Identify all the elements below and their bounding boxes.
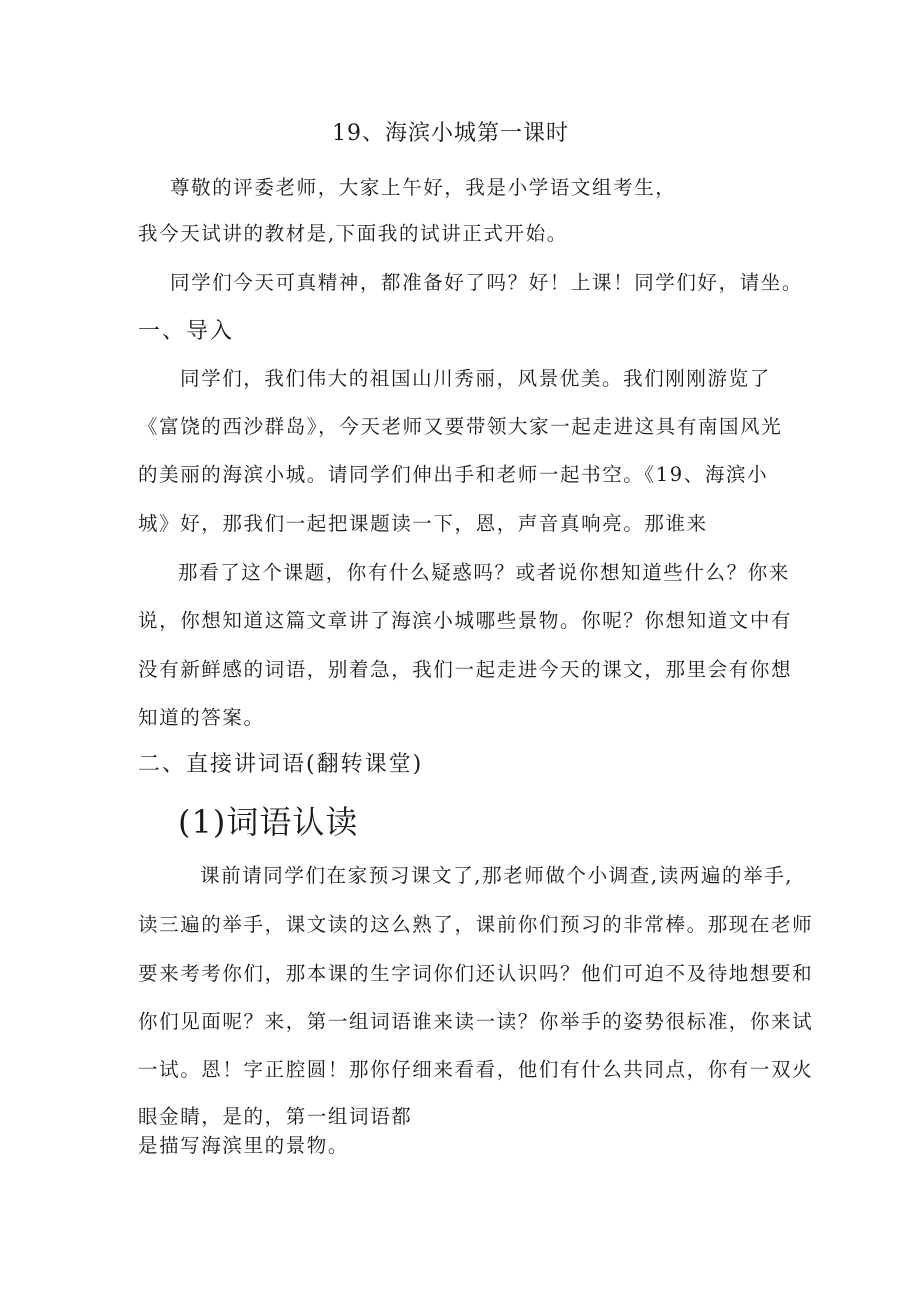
paragraph-line: 知道的答案。 <box>138 706 265 729</box>
paragraph-line: 没有新鲜感的词语，别着急，我们一起走进今天的课文，那里会有你想 <box>138 658 793 681</box>
subsection-heading-word-reading: (1)词语认读 <box>178 803 359 841</box>
paragraph-line: 《富饶的西沙群岛》，今天老师又要带领大家一起走进这具有南国风光 <box>138 415 783 438</box>
paragraph-line: 说，你想知道这篇文章讲了海滨小城哪些景物。你呢？你想知道文中有 <box>138 609 793 632</box>
paragraph-line: 你们见面呢？来，第一组词语谁来读一读？你举手的姿势很标准，你来试 <box>138 1010 814 1033</box>
paragraph-line: 是描写海滨里的景物。 <box>138 1134 350 1157</box>
section-heading-intro: 一、导入 <box>138 319 235 344</box>
intro-line-1: 尊敬的评委老师，大家上午好，我是小学语文组考生， <box>170 176 677 199</box>
paragraph-line: 那看了这个课题，你有什么疑惑吗？或者说你想知道些什么？你来 <box>178 561 790 584</box>
paragraph-line: 同学们，我们伟大的祖国山川秀丽，风景优美。我们刚刚游览了 <box>180 367 771 390</box>
intro-line-2: 我今天试讲的教材是,下面我的试讲正式开始。 <box>138 222 568 245</box>
section-heading-vocabulary: 二、直接讲词语(翻转课堂) <box>138 752 424 777</box>
paragraph-line: 读三遍的举手，课文读的这么熟了，课前你们预习的非常棒。那现在老师 <box>138 913 814 936</box>
paragraph-line: 课前请同学们在家预习课文了,那老师做个小调查,读两遍的举手, <box>200 864 794 887</box>
paragraph-line: 城》好，那我们一起把课题读一下，恩，声音真响亮。那谁来 <box>138 512 708 535</box>
intro-line-3: 同学们今天可真精神，都准备好了吗？好！上课！同学们好，请坐。 <box>170 271 804 294</box>
paragraph-line: 的美丽的海滨小城。请同学们伸出手和老师一起书空。《19、海滨小 <box>138 463 769 486</box>
paragraph-line: 一试。恩！字正腔圆！那你仔细来看看，他们有什么共同点，你有一双火 <box>138 1058 814 1081</box>
page-title: 19、海滨小城第一课时 <box>332 121 569 146</box>
paragraph-line: 要来考考你们，那本课的生字词你们还认识吗？他们可迫不及待地想要和 <box>138 962 814 985</box>
paragraph-line: 眼金睛，是的，第一组词语都 <box>138 1105 413 1128</box>
